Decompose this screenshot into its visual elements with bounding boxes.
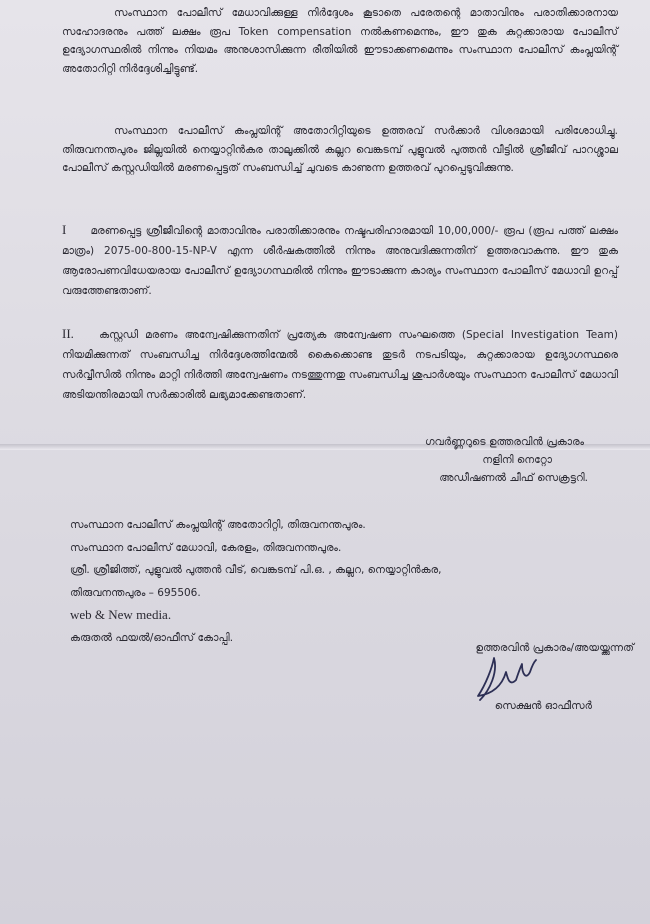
order-item-1-number: I bbox=[62, 222, 67, 237]
order-item-1 bbox=[62, 220, 618, 301]
recipient-2: സംസ്ഥാന പോലീസ് മേധാവി, കേരളം, തിരുവനന്തപുരം. bbox=[70, 541, 342, 554]
paragraph-government-review bbox=[62, 122, 618, 178]
recipient-1: സംസ്ഥാന പോലീസ് കംപ്ലയിന്റ് അതോറിറ്റി, തിരുവനന്തപുരം. bbox=[70, 519, 366, 531]
recipients-list bbox=[70, 514, 630, 649]
paragraph-2-text: സംസ്ഥാന പോലീസ് കംപ്ലയിന്റ് അതോറിറ്റിയുടെ ഉത്തരവ് സർക്കാർ വിശദമായി പരിശോധിച്ചു. തിരുവനന്തപുരം ജില്ലയിൽ നെയ്യാറ്റിൻകര താലൂക്കിൽ കല്ലറ വെങ്കടമ്പ് പുളുവൽ പുത്തൻ വീട്ടിൽ ശ്രീജീവ് പാറശ്ശാല പോലീസ് കസ്റ്റഡിയിൽ മരണപ്പെട്ടത് സംബന്ധിച്ച് ചുവടെ കാണുന്ന ഉത്തരവ് പുറപ്പെടുവിക്കുന്നു. bbox=[62, 125, 618, 175]
order-item-1-text: മരണപ്പെട്ട ശ്രീജീവിന്റെ മാതാവിനും പരാതിക്കാരനും നഷ്ടപരിഹാരമായി 10,00,000/- രൂപ (രൂപ പത്ത് ലക്ഷം മാത്രം) 2075-00-800-15-NP-V എന്ന ശീർഷകത്തിൽ നിന്നും അനുവദിക്കുന്നതിന് ഉത്തരവാകുന്നു. ഈ തുക ആരോപണവിധേയരായ പോലീസ് ഉദ്യോഗസ്ഥരിൽ നിന്നും ഈടാക്കുന്ന കാര്യം സംസ്ഥാന പോലീസ് മേധാവി ഉറപ്പ് വരുത്തേണ്ടതാണ്. bbox=[62, 225, 618, 297]
recipient-5: കരുതൽ ഫയൽ/ഓഫീസ് കോപ്പി. bbox=[70, 631, 234, 644]
forwarded-by-order-label: ഉത്തരവിൻ പ്രകാരം/അയയ്ക്കുന്നത് bbox=[475, 642, 634, 654]
paragraph-1-text: സംസ്ഥാന പോലീസ് മേധാവിക്കുള്ള നിർദ്ദേശം കൂടാതെ പരേതന്റെ മാതാവിനും പരാതിക്കാരനായ സഹോദരനും പത്ത് ലക്ഷം രൂപ Token compensation നൽകണമെന്നും, ഈ തുക കുറ്റക്കാരായ പോലീസ് ഉദ്യോഗസ്ഥരിൽ നിന്നും നിയമം അനുശാസിക്കുന്ന രീതിയിൽ ഈടാക്കണമെന്നും സംസ്ഥാന പോലീസ് കംപ്ലയിന്റ് അതോറിറ്റി നിർദ്ദേശിച്ചിട്ടുണ്ട്. bbox=[62, 7, 618, 75]
paragraph-compensation-direction bbox=[62, 4, 618, 78]
recipient-3-city: തിരുവനന്തപുരം – 695506. bbox=[70, 586, 201, 599]
order-item-2-text: കസ്റ്റഡി മരണം അന്വേഷിക്കുന്നതിന് പ്രത്യേക അന്വേഷണ സംഘത്തെ (Special Investigation Team) നിയമിക്കുന്നത് സംബന്ധിച്ച നിർദ്ദേശത്തിന്മേൽ കൈക്കൊണ്ട തുടർ നടപടിയും, കുറ്റക്കാരായ ഉദ്യോഗസ്ഥരെ സർവ്വീസിൽ നിന്നും മാറ്റി നിർത്തി അന്വേഷണം നടത്തുന്നതു സംബന്ധിച്ച ശുപാർശയും സംസ്ഥാന പോലീസ് മേധാവി അടിയന്തിരമായി സർക്കാരിൽ ലഭ്യമാക്കേണ്ടതാണ്. bbox=[62, 329, 618, 401]
signatory-designation: അഡീഷണൽ ചീഫ് സെക്രട്ടറി. bbox=[439, 472, 588, 484]
order-item-2-number: II. bbox=[62, 326, 74, 341]
order-item-2 bbox=[62, 324, 618, 405]
by-order-line: ഗവർണ്ണറുടെ ഉത്തരവിൻ പ്രകാരം bbox=[424, 436, 584, 448]
section-officer-label: സെക്ഷൻ ഓഫീസർ bbox=[494, 700, 592, 712]
recipient-4: web & New media. bbox=[70, 607, 172, 622]
recipient-3: ശ്രീ. ശ്രീജിത്ത്, പുളുവൽ പുത്തൻ വീട്, വെങ്കടമ്പ് പി.ഒ. , കല്ലറ, നെയ്യാറ്റിൻകര, bbox=[70, 564, 442, 576]
signatory-name: നളിനി നെറ്റോ bbox=[482, 454, 552, 466]
